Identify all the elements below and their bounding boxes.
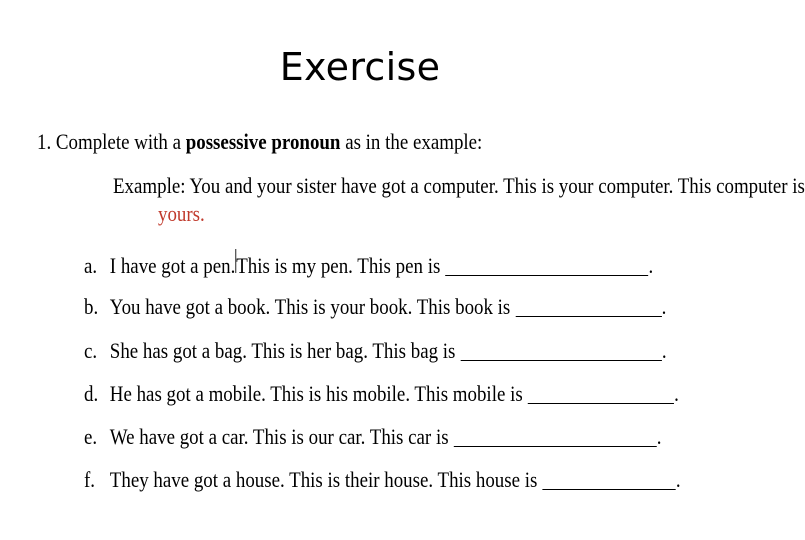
exercise-item-e xyxy=(84,422,661,452)
item-letter: f. xyxy=(84,467,96,492)
item-period: . xyxy=(648,253,654,278)
instruction-keyword: possessive pronoun xyxy=(185,129,341,154)
example-answer: yours. xyxy=(158,201,205,226)
answer-blank[interactable] xyxy=(515,315,661,317)
exercise-item-f xyxy=(84,465,681,495)
exercise-item-b xyxy=(84,292,666,322)
item-text-part2: This is my pen. This pen is xyxy=(236,253,441,278)
item-text: You have got a book. This is your book. This book is xyxy=(109,294,511,319)
exercise-item-c xyxy=(84,336,667,366)
item-period: . xyxy=(661,294,667,319)
item-text: They have got a house. This is their house. This house is xyxy=(109,467,538,492)
page-title: Exercise xyxy=(279,45,441,89)
instruction-prefix: 1. Complete with a xyxy=(37,129,186,154)
instruction-suffix: as in the example: xyxy=(340,129,483,154)
answer-blank[interactable] xyxy=(461,359,662,361)
exercise-instruction xyxy=(37,127,482,157)
item-period: . xyxy=(675,467,681,492)
item-letter: a. xyxy=(84,253,98,278)
item-period: . xyxy=(661,338,667,363)
item-letter: b. xyxy=(84,294,99,319)
answer-blank[interactable] xyxy=(445,274,648,276)
item-text: We have got a car. This is our car. This car is xyxy=(109,424,449,449)
answer-blank[interactable] xyxy=(528,402,674,404)
item-text: She has got a bag. This is her bag. This bag is xyxy=(109,338,456,363)
example-sentence: Example: You and your sister have got a computer. This is your computer. This computer is xyxy=(113,173,805,198)
item-text: He has got a mobile. This is his mobile. This mobile is xyxy=(109,381,523,406)
item-letter: e. xyxy=(84,424,98,449)
exercise-item-d xyxy=(84,379,679,409)
answer-blank[interactable] xyxy=(454,445,657,447)
exercise-item-a xyxy=(84,249,653,281)
item-text-part1: I have got a pen. xyxy=(109,253,236,278)
item-period: . xyxy=(656,424,662,449)
item-letter: c. xyxy=(84,338,98,363)
item-letter: d. xyxy=(84,381,99,406)
item-period: . xyxy=(674,381,679,406)
answer-blank[interactable] xyxy=(543,488,676,490)
